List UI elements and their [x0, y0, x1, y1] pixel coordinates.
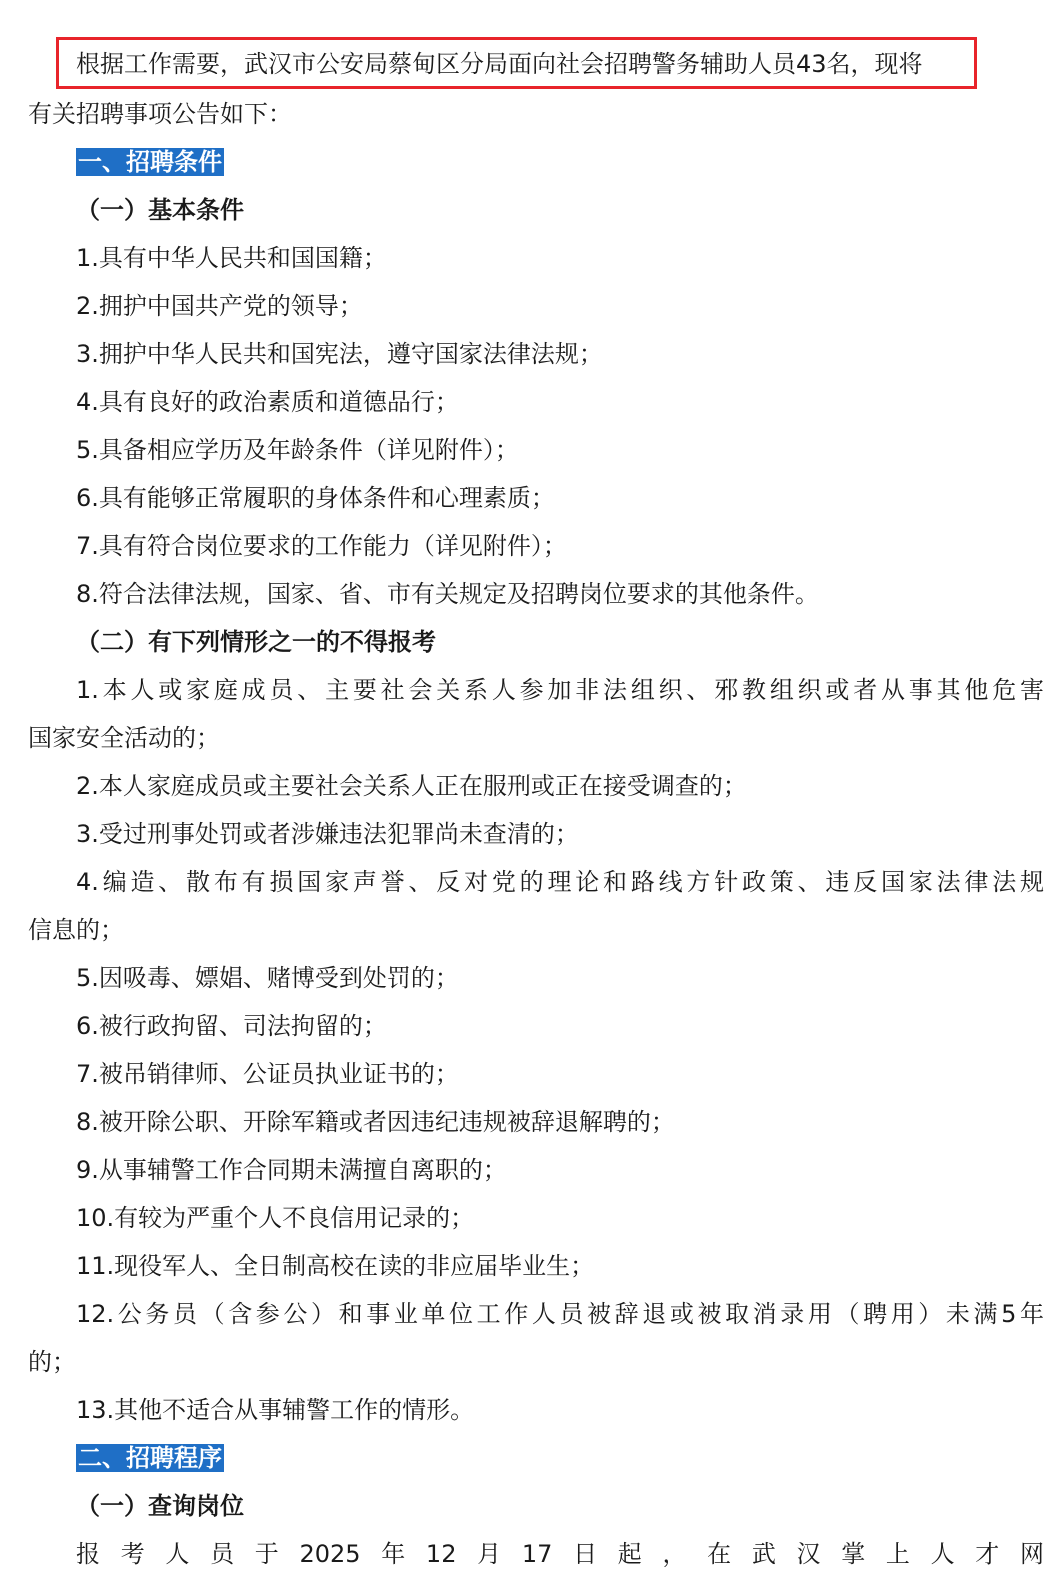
list-item-continuation: 国家安全活动的； — [28, 724, 220, 752]
list-item: 12.公务员（含参公）和事业单位工作人员被辞退或被取消录用（聘用）未满5年 — [76, 1300, 1044, 1328]
subsection-2-1-title: （一）查询岗位 — [76, 1492, 244, 1520]
section-1-title: 一、招聘条件 — [78, 148, 222, 176]
list-item: 1.具有中华人民共和国国籍； — [76, 244, 387, 272]
list-item: 13.其他不适合从事辅警工作的情形。 — [76, 1396, 475, 1424]
intro-rest-text: 现将 — [874, 50, 923, 78]
intro-line-1 — [76, 48, 1044, 80]
list-item: 10.有较为严重个人不良信用记录的； — [76, 1204, 475, 1232]
list-item: 4.编造、散布有损国家声誉、反对党的理论和路线方针政策、违反国家法律法规 — [76, 868, 1044, 896]
list-item-continuation: 的； — [28, 1348, 76, 1376]
list-item: 8.被开除公职、开除军籍或者因违纪违规被辞退解聘的； — [76, 1108, 675, 1136]
section-2-heading — [76, 1442, 1044, 1474]
list-item: 9.从事辅警工作合同期未满擅自离职的； — [76, 1156, 507, 1184]
intro-line-2: 有关招聘事项公告如下： — [28, 100, 292, 128]
list-item: 7.具有符合岗位要求的工作能力（详见附件）； — [76, 532, 567, 560]
list-item: 11.现役军人、全日制高校在读的非应届毕业生； — [76, 1252, 595, 1280]
list-item: 3.拥护中华人民共和国宪法，遵守国家法律法规； — [76, 340, 603, 368]
list-item: 2.拥护中国共产党的领导； — [76, 292, 363, 320]
section-2-title: 二、招聘程序 — [78, 1444, 222, 1472]
list-item: 5.因吸毒、嫖娼、赌博受到处罚的； — [76, 964, 459, 992]
list-item: 4.具有良好的政治素质和道德品行； — [76, 388, 459, 416]
section-1-heading — [76, 146, 1044, 178]
list-item: 3.受过刑事处罚或者涉嫌违法犯罪尚未查清的； — [76, 820, 579, 848]
list-item: 6.具有能够正常履职的身体条件和心理素质； — [76, 484, 555, 512]
list-item: 7.被吊销律师、公证员执业证书的； — [76, 1060, 459, 1088]
intro-highlighted-text: 根据工作需要，武汉市公安局蔡甸区分局面向社会招聘警务辅助人员43名， — [76, 50, 875, 78]
list-item: 2.本人家庭成员或主要社会关系人正在服刑或正在接受调查的； — [76, 772, 747, 800]
subsection-1-2-title: （二）有下列情形之一的不得报考 — [76, 628, 436, 656]
list-item: 8.符合法律法规，国家、省、市有关规定及招聘岗位要求的其他条件。 — [76, 580, 819, 608]
list-item: 1.本人或家庭成员、主要社会关系人参加非法组织、邪教组织或者从事其他危害 — [76, 676, 1044, 704]
list-item: 5.具备相应学历及年龄条件（详见附件）； — [76, 436, 519, 464]
list-item-continuation: 信息的； — [28, 916, 124, 944]
cut-off-line: 报考人员于2025年12月17日起，在武汉掌上人才网 — [76, 1540, 1044, 1568]
list-item: 6.被行政拘留、司法拘留的； — [76, 1012, 387, 1040]
subsection-1-1-title: （一）基本条件 — [76, 196, 244, 224]
